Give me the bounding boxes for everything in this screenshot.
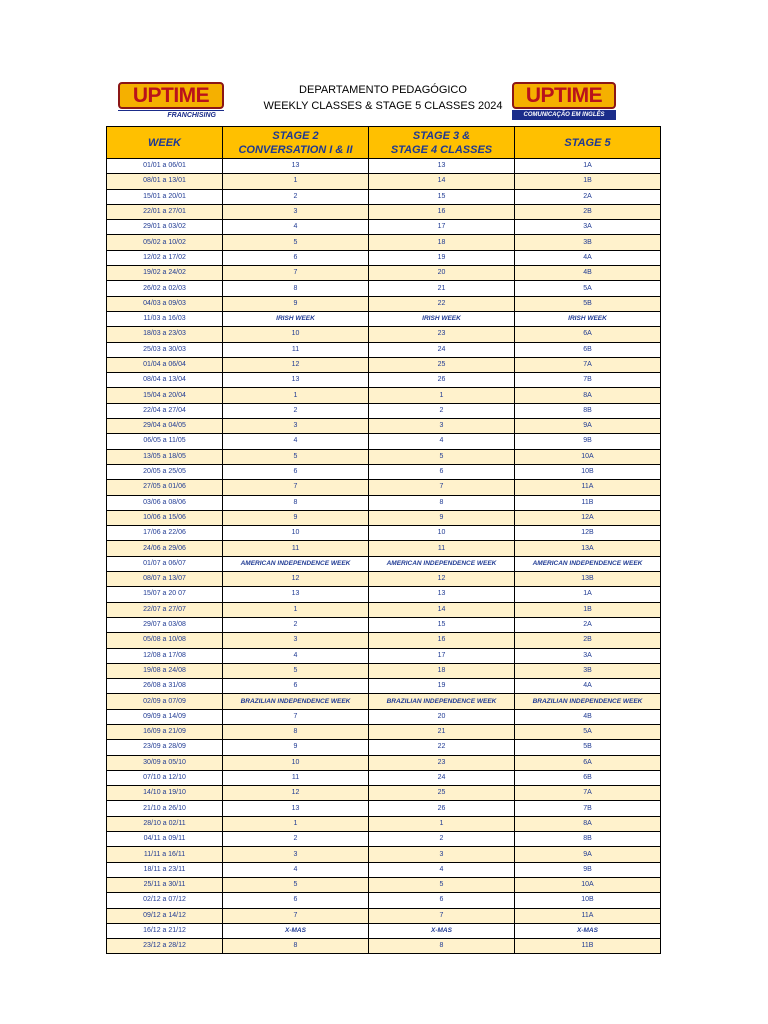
stage2-cell: 13 bbox=[223, 159, 369, 174]
table-row bbox=[107, 159, 661, 174]
week-cell: 13/05 a 18/05 bbox=[107, 449, 223, 464]
stage2-cell: 7 bbox=[223, 480, 369, 495]
stage2-cell: 2 bbox=[223, 617, 369, 632]
week-cell: 08/01 a 13/01 bbox=[107, 174, 223, 189]
week-cell: 19/08 a 24/08 bbox=[107, 663, 223, 678]
table-row bbox=[107, 357, 661, 372]
stage5-cell: 5A bbox=[515, 724, 661, 739]
stage3-4-cell: 7 bbox=[369, 908, 515, 923]
week-cell: 04/03 a 09/03 bbox=[107, 296, 223, 311]
stage3-4-cell: 4 bbox=[369, 862, 515, 877]
stage2-cell: 8 bbox=[223, 939, 369, 954]
stage3-4-cell: 23 bbox=[369, 327, 515, 342]
stage2-cell: 6 bbox=[223, 464, 369, 479]
table-row bbox=[107, 434, 661, 449]
week-cell: 05/02 a 10/02 bbox=[107, 235, 223, 250]
week-cell: 25/03 a 30/03 bbox=[107, 342, 223, 357]
stage2-cell: 6 bbox=[223, 679, 369, 694]
stage3-4-cell: 25 bbox=[369, 357, 515, 372]
stage3-4-cell: 3 bbox=[369, 847, 515, 862]
stage3-4-cell: 20 bbox=[369, 709, 515, 724]
stage3-4-cell: 1 bbox=[369, 388, 515, 403]
stage5-cell: 10B bbox=[515, 464, 661, 479]
stage2-cell: 3 bbox=[223, 204, 369, 219]
stage2-cell: 9 bbox=[223, 740, 369, 755]
week-cell: 15/07 a 20 07 bbox=[107, 587, 223, 602]
stage2-cell: AMERICAN INDEPENDENCE WEEK bbox=[223, 556, 369, 571]
stage5-cell: 3B bbox=[515, 235, 661, 250]
table-row bbox=[107, 587, 661, 602]
table-row bbox=[107, 327, 661, 342]
stage2-cell: 12 bbox=[223, 357, 369, 372]
table-row bbox=[107, 633, 661, 648]
stage5-cell: 5A bbox=[515, 281, 661, 296]
column-header-line: STAGE 4 CLASSES bbox=[390, 143, 493, 156]
stage5-cell: 7B bbox=[515, 373, 661, 388]
logo-right-tag: COMUNICAÇÃO EM INGLÊS bbox=[512, 110, 616, 120]
schedule-table-body bbox=[107, 159, 661, 954]
week-cell: 26/08 a 31/08 bbox=[107, 679, 223, 694]
week-cell: 14/10 a 19/10 bbox=[107, 786, 223, 801]
table-row bbox=[107, 373, 661, 388]
week-cell: 04/11 a 09/11 bbox=[107, 832, 223, 847]
stage3-4-cell: 14 bbox=[369, 602, 515, 617]
table-row bbox=[107, 908, 661, 923]
stage2-cell: 8 bbox=[223, 281, 369, 296]
stage5-cell: 7B bbox=[515, 801, 661, 816]
stage3-4-cell: 25 bbox=[369, 786, 515, 801]
week-cell: 25/11 a 30/11 bbox=[107, 877, 223, 892]
stage2-cell: 4 bbox=[223, 220, 369, 235]
stage2-cell: 6 bbox=[223, 893, 369, 908]
week-cell: 15/04 a 20/04 bbox=[107, 388, 223, 403]
stage2-cell: 3 bbox=[223, 847, 369, 862]
column-header-stage3-4 bbox=[369, 127, 515, 159]
table-row bbox=[107, 403, 661, 418]
week-cell: 29/04 a 04/05 bbox=[107, 419, 223, 434]
stage3-4-cell: 21 bbox=[369, 281, 515, 296]
stage3-4-cell: X-MAS bbox=[369, 923, 515, 938]
stage2-cell: 5 bbox=[223, 877, 369, 892]
week-cell: 24/06 a 29/06 bbox=[107, 541, 223, 556]
week-cell: 08/04 a 13/04 bbox=[107, 373, 223, 388]
stage3-4-cell: 8 bbox=[369, 939, 515, 954]
table-row bbox=[107, 296, 661, 311]
stage3-4-cell: 15 bbox=[369, 189, 515, 204]
stage5-cell: 9B bbox=[515, 862, 661, 877]
stage3-4-cell: 19 bbox=[369, 679, 515, 694]
table-row bbox=[107, 449, 661, 464]
stage5-cell: 7A bbox=[515, 786, 661, 801]
stage3-4-cell: 4 bbox=[369, 434, 515, 449]
week-cell: 16/12 a 21/12 bbox=[107, 923, 223, 938]
table-row bbox=[107, 388, 661, 403]
week-cell: 11/03 a 16/03 bbox=[107, 311, 223, 326]
week-cell: 23/12 a 28/12 bbox=[107, 939, 223, 954]
stage5-cell: 12A bbox=[515, 510, 661, 525]
week-cell: 12/02 a 17/02 bbox=[107, 250, 223, 265]
table-row bbox=[107, 189, 661, 204]
stage5-cell: 3A bbox=[515, 220, 661, 235]
stage3-4-cell: 8 bbox=[369, 495, 515, 510]
week-cell: 09/12 a 14/12 bbox=[107, 908, 223, 923]
table-row bbox=[107, 740, 661, 755]
stage2-cell: 2 bbox=[223, 189, 369, 204]
table-row bbox=[107, 724, 661, 739]
stage2-cell: 1 bbox=[223, 602, 369, 617]
table-row bbox=[107, 679, 661, 694]
stage2-cell: 4 bbox=[223, 862, 369, 877]
week-cell: 22/04 a 27/04 bbox=[107, 403, 223, 418]
stage2-cell: 11 bbox=[223, 342, 369, 357]
column-header-line: STAGE 5 bbox=[564, 136, 611, 149]
stage5-cell: AMERICAN INDEPENDENCE WEEK bbox=[515, 556, 661, 571]
stage5-cell: IRISH WEEK bbox=[515, 311, 661, 326]
stage2-cell: 12 bbox=[223, 572, 369, 587]
stage2-cell: 2 bbox=[223, 403, 369, 418]
week-cell: 05/08 a 10/08 bbox=[107, 633, 223, 648]
stage2-cell: 7 bbox=[223, 266, 369, 281]
stage5-cell: 1B bbox=[515, 174, 661, 189]
stage5-cell: 2B bbox=[515, 204, 661, 219]
uptime-comunicacao-logo bbox=[512, 82, 616, 120]
week-cell: 18/11 a 23/11 bbox=[107, 862, 223, 877]
week-cell: 01/07 a 06/07 bbox=[107, 556, 223, 571]
table-row bbox=[107, 250, 661, 265]
stage3-4-cell: 26 bbox=[369, 801, 515, 816]
week-cell: 21/10 a 26/10 bbox=[107, 801, 223, 816]
table-row bbox=[107, 204, 661, 219]
stage3-4-cell: 17 bbox=[369, 648, 515, 663]
stage3-4-cell: 3 bbox=[369, 419, 515, 434]
stage5-cell: 12B bbox=[515, 526, 661, 541]
table-row bbox=[107, 510, 661, 525]
table-row bbox=[107, 816, 661, 831]
week-cell: 22/07 a 27/07 bbox=[107, 602, 223, 617]
stage2-cell: 10 bbox=[223, 327, 369, 342]
stage5-cell: 6A bbox=[515, 755, 661, 770]
column-header-week bbox=[107, 127, 223, 159]
page-header bbox=[106, 78, 660, 124]
stage3-4-cell: 6 bbox=[369, 893, 515, 908]
table-row bbox=[107, 342, 661, 357]
stage3-4-cell: 2 bbox=[369, 403, 515, 418]
table-row bbox=[107, 832, 661, 847]
week-cell: 02/12 a 07/12 bbox=[107, 893, 223, 908]
stage2-cell: 7 bbox=[223, 908, 369, 923]
stage5-cell: 9B bbox=[515, 434, 661, 449]
table-row bbox=[107, 617, 661, 632]
stage5-cell: 6A bbox=[515, 327, 661, 342]
stage5-cell: 9A bbox=[515, 847, 661, 862]
stage5-cell: 4A bbox=[515, 250, 661, 265]
week-cell: 28/10 a 02/11 bbox=[107, 816, 223, 831]
stage3-4-cell: 21 bbox=[369, 724, 515, 739]
week-cell: 10/06 a 15/06 bbox=[107, 510, 223, 525]
stage3-4-cell: 23 bbox=[369, 755, 515, 770]
stage5-cell: 2A bbox=[515, 189, 661, 204]
column-header-line: CONVERSATION I & II bbox=[238, 143, 353, 156]
stage5-cell: 4B bbox=[515, 266, 661, 281]
document-title bbox=[246, 82, 520, 114]
week-cell: 01/04 a 06/04 bbox=[107, 357, 223, 372]
logo-right-box bbox=[512, 82, 616, 109]
uptime-franchising-logo bbox=[118, 82, 224, 120]
table-row bbox=[107, 419, 661, 434]
stage3-4-cell: 9 bbox=[369, 510, 515, 525]
table-row bbox=[107, 862, 661, 877]
stage2-cell: 9 bbox=[223, 296, 369, 311]
table-row bbox=[107, 495, 661, 510]
table-row bbox=[107, 526, 661, 541]
table-row bbox=[107, 939, 661, 954]
stage3-4-cell: 22 bbox=[369, 296, 515, 311]
title-line-2: WEEKLY CLASSES & STAGE 5 CLASSES 2024 bbox=[263, 100, 503, 112]
stage2-cell: 13 bbox=[223, 801, 369, 816]
stage2-cell: 12 bbox=[223, 786, 369, 801]
stage2-cell: 1 bbox=[223, 816, 369, 831]
week-cell: 29/07 a 03/08 bbox=[107, 617, 223, 632]
stage3-4-cell: 7 bbox=[369, 480, 515, 495]
table-row bbox=[107, 786, 661, 801]
stage3-4-cell: IRISH WEEK bbox=[369, 311, 515, 326]
stage3-4-cell: 18 bbox=[369, 663, 515, 678]
stage2-cell: 5 bbox=[223, 663, 369, 678]
stage5-cell: 11B bbox=[515, 495, 661, 510]
stage3-4-cell: 17 bbox=[369, 220, 515, 235]
stage5-cell: 5B bbox=[515, 740, 661, 755]
column-header-stage5 bbox=[515, 127, 661, 159]
table-row bbox=[107, 877, 661, 892]
column-header-line: STAGE 2 bbox=[272, 129, 319, 142]
week-cell: 11/11 a 16/11 bbox=[107, 847, 223, 862]
stage5-cell: 5B bbox=[515, 296, 661, 311]
table-row bbox=[107, 572, 661, 587]
stage5-cell: 13B bbox=[515, 572, 661, 587]
table-row bbox=[107, 235, 661, 250]
stage3-4-cell: BRAZILIAN INDEPENDENCE WEEK bbox=[369, 694, 515, 709]
week-cell: 08/07 a 13/07 bbox=[107, 572, 223, 587]
stage2-cell: 1 bbox=[223, 174, 369, 189]
stage3-4-cell: 10 bbox=[369, 526, 515, 541]
stage5-cell: 8A bbox=[515, 816, 661, 831]
table-row bbox=[107, 663, 661, 678]
table-row bbox=[107, 464, 661, 479]
stage2-cell: 4 bbox=[223, 648, 369, 663]
stage5-cell: 10A bbox=[515, 449, 661, 464]
stage2-cell: 3 bbox=[223, 419, 369, 434]
stage5-cell: 2B bbox=[515, 633, 661, 648]
stage2-cell: 5 bbox=[223, 449, 369, 464]
stage2-cell: 10 bbox=[223, 526, 369, 541]
stage2-cell: 9 bbox=[223, 510, 369, 525]
stage3-4-cell: 13 bbox=[369, 587, 515, 602]
stage5-cell: 6B bbox=[515, 342, 661, 357]
stage5-cell: 11B bbox=[515, 939, 661, 954]
stage5-cell: 13A bbox=[515, 541, 661, 556]
stage3-4-cell: 16 bbox=[369, 633, 515, 648]
stage5-cell: 9A bbox=[515, 419, 661, 434]
table-row bbox=[107, 311, 661, 326]
week-cell: 26/02 a 02/03 bbox=[107, 281, 223, 296]
stage2-cell: 13 bbox=[223, 587, 369, 602]
header-row bbox=[107, 127, 661, 159]
stage5-cell: 4A bbox=[515, 679, 661, 694]
stage5-cell: 3A bbox=[515, 648, 661, 663]
table-row bbox=[107, 220, 661, 235]
week-cell: 23/09 a 28/09 bbox=[107, 740, 223, 755]
table-row bbox=[107, 480, 661, 495]
week-cell: 30/09 a 05/10 bbox=[107, 755, 223, 770]
week-cell: 19/02 a 24/02 bbox=[107, 266, 223, 281]
table-row bbox=[107, 801, 661, 816]
week-cell: 20/05 a 25/05 bbox=[107, 464, 223, 479]
table-row bbox=[107, 893, 661, 908]
stage3-4-cell: 6 bbox=[369, 464, 515, 479]
stage3-4-cell: 22 bbox=[369, 740, 515, 755]
stage3-4-cell: 5 bbox=[369, 449, 515, 464]
stage3-4-cell: 2 bbox=[369, 832, 515, 847]
table-row bbox=[107, 648, 661, 663]
stage5-cell: 6B bbox=[515, 770, 661, 785]
stage5-cell: 3B bbox=[515, 663, 661, 678]
week-cell: 22/01 a 27/01 bbox=[107, 204, 223, 219]
logo-right-word: UPTIME bbox=[525, 84, 603, 107]
stage3-4-cell: 15 bbox=[369, 617, 515, 632]
stage2-cell: 8 bbox=[223, 495, 369, 510]
stage2-cell: 11 bbox=[223, 770, 369, 785]
stage5-cell: 11A bbox=[515, 908, 661, 923]
logo-left-box bbox=[118, 82, 224, 109]
table-row bbox=[107, 847, 661, 862]
stage5-cell: 1B bbox=[515, 602, 661, 617]
column-header-line: WEEK bbox=[148, 136, 181, 149]
week-cell: 12/08 a 17/08 bbox=[107, 648, 223, 663]
table-row bbox=[107, 174, 661, 189]
table-row bbox=[107, 541, 661, 556]
table-row bbox=[107, 556, 661, 571]
stage2-cell: 11 bbox=[223, 541, 369, 556]
stage2-cell: 3 bbox=[223, 633, 369, 648]
stage2-cell: 8 bbox=[223, 724, 369, 739]
stage2-cell: 5 bbox=[223, 235, 369, 250]
week-cell: 29/01 a 03/02 bbox=[107, 220, 223, 235]
stage2-cell: 13 bbox=[223, 373, 369, 388]
week-cell: 17/06 a 22/06 bbox=[107, 526, 223, 541]
week-cell: 15/01 a 20/01 bbox=[107, 189, 223, 204]
stage3-4-cell: 20 bbox=[369, 266, 515, 281]
stage3-4-cell: 1 bbox=[369, 816, 515, 831]
stage3-4-cell: 19 bbox=[369, 250, 515, 265]
table-row bbox=[107, 923, 661, 938]
column-header-stage2 bbox=[223, 127, 369, 159]
week-cell: 07/10 a 12/10 bbox=[107, 770, 223, 785]
stage5-cell: 10B bbox=[515, 893, 661, 908]
stage3-4-cell: 24 bbox=[369, 342, 515, 357]
stage2-cell: 1 bbox=[223, 388, 369, 403]
stage3-4-cell: AMERICAN INDEPENDENCE WEEK bbox=[369, 556, 515, 571]
title-line-1: DEPARTAMENTO PEDAGÓGICO bbox=[299, 84, 467, 96]
stage2-cell: X-MAS bbox=[223, 923, 369, 938]
stage5-cell: 7A bbox=[515, 357, 661, 372]
stage3-4-cell: 5 bbox=[369, 877, 515, 892]
stage2-cell: BRAZILIAN INDEPENDENCE WEEK bbox=[223, 694, 369, 709]
stage2-cell: 7 bbox=[223, 709, 369, 724]
stage3-4-cell: 26 bbox=[369, 373, 515, 388]
schedule-table-head bbox=[107, 127, 661, 159]
stage5-cell: 1A bbox=[515, 587, 661, 602]
week-cell: 03/06 a 08/06 bbox=[107, 495, 223, 510]
stage5-cell: 8A bbox=[515, 388, 661, 403]
stage5-cell: 10A bbox=[515, 877, 661, 892]
stage2-cell: 4 bbox=[223, 434, 369, 449]
stage5-cell: 2A bbox=[515, 617, 661, 632]
table-row bbox=[107, 281, 661, 296]
stage2-cell: 2 bbox=[223, 832, 369, 847]
stage2-cell: 6 bbox=[223, 250, 369, 265]
table-row bbox=[107, 602, 661, 617]
table-row bbox=[107, 755, 661, 770]
stage5-cell: 8B bbox=[515, 403, 661, 418]
stage3-4-cell: 13 bbox=[369, 159, 515, 174]
stage2-cell: IRISH WEEK bbox=[223, 311, 369, 326]
stage3-4-cell: 16 bbox=[369, 204, 515, 219]
stage3-4-cell: 18 bbox=[369, 235, 515, 250]
stage5-cell: BRAZILIAN INDEPENDENCE WEEK bbox=[515, 694, 661, 709]
stage3-4-cell: 14 bbox=[369, 174, 515, 189]
stage5-cell: X-MAS bbox=[515, 923, 661, 938]
stage3-4-cell: 24 bbox=[369, 770, 515, 785]
stage5-cell: 1A bbox=[515, 159, 661, 174]
week-cell: 27/05 a 01/06 bbox=[107, 480, 223, 495]
week-cell: 01/01 a 06/01 bbox=[107, 159, 223, 174]
stage3-4-cell: 11 bbox=[369, 541, 515, 556]
column-header-line: STAGE 3 & bbox=[412, 129, 471, 142]
stage5-cell: 4B bbox=[515, 709, 661, 724]
table-row bbox=[107, 694, 661, 709]
stage5-cell: 11A bbox=[515, 480, 661, 495]
week-cell: 06/05 a 11/05 bbox=[107, 434, 223, 449]
table-row bbox=[107, 770, 661, 785]
week-cell: 18/03 a 23/03 bbox=[107, 327, 223, 342]
week-cell: 09/09 a 14/09 bbox=[107, 709, 223, 724]
logo-left-word: UPTIME bbox=[132, 84, 210, 107]
table-row bbox=[107, 266, 661, 281]
week-cell: 02/09 a 07/09 bbox=[107, 694, 223, 709]
table-row bbox=[107, 709, 661, 724]
stage3-4-cell: 12 bbox=[369, 572, 515, 587]
week-cell: 16/09 a 21/09 bbox=[107, 724, 223, 739]
logo-left-tag: FRANCHISING bbox=[118, 110, 224, 121]
schedule-table bbox=[106, 126, 661, 954]
stage2-cell: 10 bbox=[223, 755, 369, 770]
stage5-cell: 8B bbox=[515, 832, 661, 847]
